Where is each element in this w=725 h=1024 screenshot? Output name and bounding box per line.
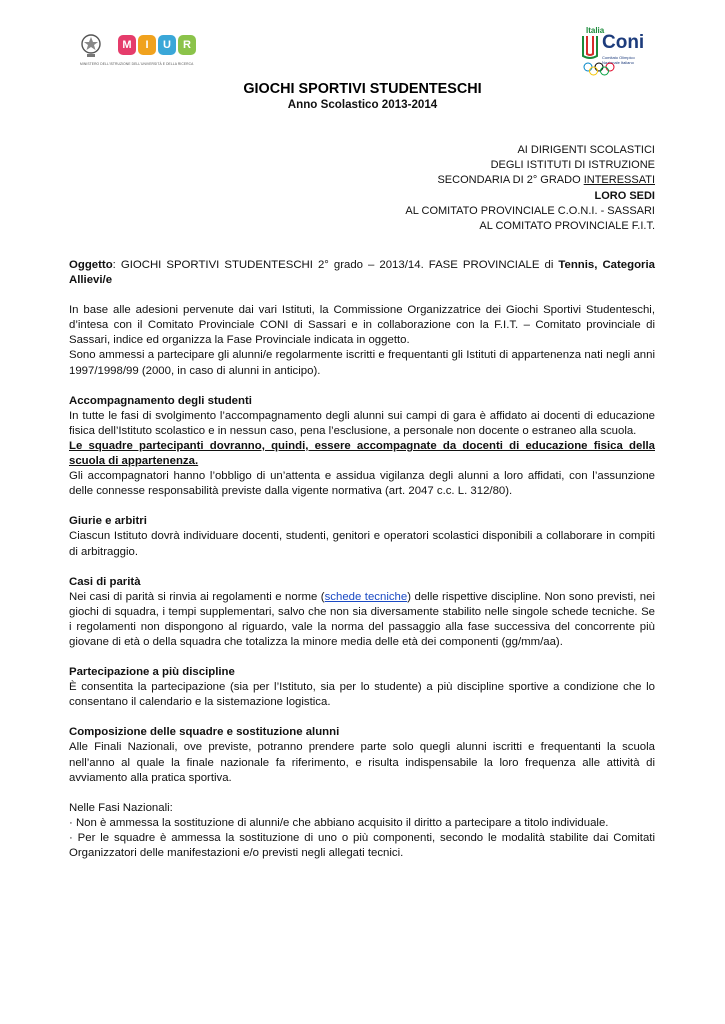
italian-emblem-icon [80,31,102,59]
miur-letter: M [118,35,136,55]
paragraph: Nelle Fasi Nazionali: [69,801,173,814]
address-line: SECONDARIA DI 2° GRADO INTERESSATI [437,174,655,187]
miur-subtitle: MINISTERO DELL'ISTRUZIONE DELL'UNIVERSITÀ E DELLA RICERCA [80,62,194,66]
miur-letter: U [158,35,176,55]
miur-logo [80,31,205,71]
miur-wordmark [118,35,200,57]
document-subtitle: Anno Scolastico 2013-2014 [287,98,438,111]
paragraph-emphasis: Le squadre partecipanti dovranno, quindi, essere accompagnate da docenti di educazione fisica della scuola di appartenenza. [69,439,655,468]
coni-italia: Italia [586,26,605,35]
coni-name: Coni [602,32,645,53]
coni-subtitle: Comitato Olimpico Nazionale Italiano [602,55,635,65]
document-title: GIOCHI SPORTIVI STUDENTESCHI [243,81,482,97]
section-heading: Accompagnamento degli studenti [69,394,252,407]
section-heading: Partecipazione a più discipline [69,666,235,679]
bullet-item: · Per le squadre è ammessa la sostituzione di uno o più componenti, secondo le modalità stabilite dai Comitati Organizzatori delle manifestazioni e/o previsti negli allegati tecnici. [69,831,655,859]
paragraph: È consentita la partecipazione (sia per l’Istituto, sia per lo studente) a più discipline sportive a condizione che lo consentano il calendario e la sistemazione logistica. [69,681,655,709]
section-heading: Casi di parità [69,575,141,588]
paragraph: Alle Finali Nazionali, ove previste, potranno prendere parte solo quegli alunni iscritti e frequentanti la scuola nell’anno al quale la finale nazionale fa riferimento, e risulta indispensabile la loro frequenza alle attività di avviamento alla pratica sportiva. [69,741,655,784]
address-line: LORO SEDI [594,189,655,202]
recipient-address [405,143,655,234]
paragraph: Gli accompagnatori hanno l’obbligo di un’attenta e assidua vigilanza degli alunni a loro affidati, con l’assunzione delle connesse responsabilità previste dalla vigente normativa (art. 2047 c.c. L. 312/80). [69,470,655,498]
letter-body [69,258,655,861]
section-heading: Giurie e arbitri [69,515,147,528]
olympic-rings-icon [582,62,618,76]
miur-letter: R [178,35,196,55]
address-line: AI DIRIGENTI SCOLASTICI [517,144,655,156]
paragraph: Sono ammessi a partecipare gli alunni/e regolarmente iscritti e frequentanti gli Istituti di appartenenza nati negli anni 1997/1998/99 (2000, in caso di alunni in anticipo). [69,349,655,377]
letterhead [0,0,725,80]
paragraph: In tutte le fasi di svolgimento l’accompagnamento degli alunni sui campi di gara è affidato ai docenti di educazione fisica dell’Istituto scolastico e in nessun caso, pena l’esclusione, a personale non docente o estraneo alla scuola. [69,409,655,437]
coni-logo [580,24,660,76]
paragraph: Ciascun Istituto dovrà individuare docenti, studenti, genitori e operatori scolastici disponibili a collaborare in compiti di arbitraggio. [69,530,655,558]
paragraph: Nei casi di parità si rinvia ai regolamenti e norme (schede tecniche) delle rispettive discipline. Non sono previsti, nei giochi di squadra, i tempi supplementari, salvo che non sia diversamente stabilito nelle singole schede tecniche. Se i regolamenti non dispongono al riguardo, vale la norma del passaggio alla fase successiva del concorrente più giovane di età o della squadra che totalizza la minore media delle età dei componenti (gg/mm/aa). [69,590,655,648]
schede-tecniche-link[interactable]: schede tecniche [324,590,408,603]
miur-letter: I [138,35,156,55]
subject-line: Oggetto: GIOCHI SPORTIVI STUDENTESCHI 2° grado – 2013/14. FASE PROVINCIALE di Tennis, Categoria Allievi/e [69,259,655,287]
paragraph: In base alle adesioni pervenute dai vari Istituti, la Commissione Organizzatrice dei Giochi Sportivi Studenteschi, d’intesa con il Comitato Provinciale CONI di Sassari e in collaborazione con la F.I.T. – Comitato provinciale di Sassari, indice ed organizza la Fase Provinciale indicata in oggetto. [69,304,655,347]
bullet-item: · Non è ammessa la sostituzione di alunni/e che abbiano acquisito il diritto a partecipare a titolo individuale. [69,816,609,829]
address-line: DEGLI ISTITUTI DI ISTRUZIONE [490,159,655,172]
address-line: AL COMITATO PROVINCIALE F.I.T. [479,220,655,233]
address-line: AL COMITATO PROVINCIALE C.O.N.I. - SASSARI [405,204,655,217]
section-heading: Composizione delle squadre e sostituzione alunni [69,726,340,739]
coni-flag-icon [580,34,600,60]
